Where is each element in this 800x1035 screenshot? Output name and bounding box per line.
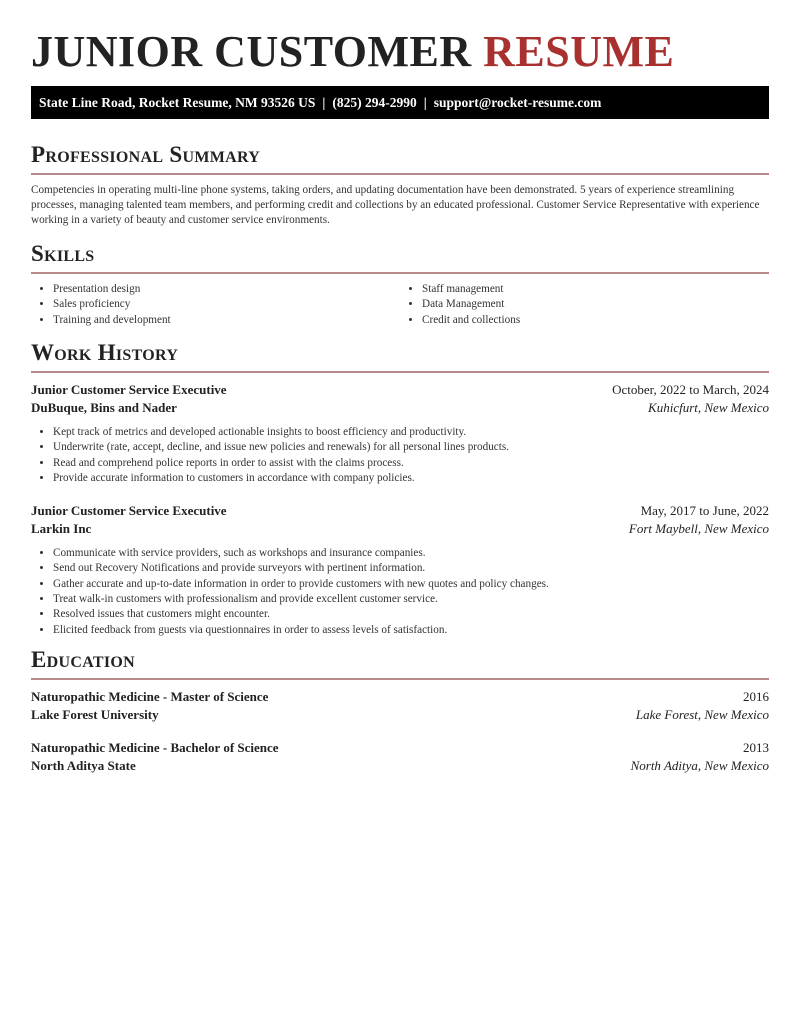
contact-phone: (825) 294-2990 xyxy=(332,95,417,110)
title-main: JUNIOR CUSTOMER xyxy=(31,27,472,76)
job-entry xyxy=(31,381,769,486)
education-entry xyxy=(31,739,769,775)
divider xyxy=(31,173,769,175)
job-title: Junior Customer Service Executive xyxy=(31,503,227,519)
divider xyxy=(31,678,769,680)
job-bullet: • Underwrite (rate, accept, decline, and issue new policies and renewals) for all personal lines products. xyxy=(53,440,769,455)
separator: | xyxy=(322,95,326,110)
resume-title xyxy=(31,26,674,77)
work-history-section xyxy=(31,339,769,638)
skill-item: • Presentation design xyxy=(53,282,400,297)
job-entry xyxy=(31,502,769,638)
divider xyxy=(31,272,769,274)
contact-address: State Line Road, Rocket Resume, NM 93526 US xyxy=(39,95,316,110)
school: North Aditya State xyxy=(31,758,136,773)
skill-item: • Data Management xyxy=(422,297,769,312)
education-section xyxy=(31,646,769,775)
edu-location: North Aditya, New Mexico xyxy=(630,758,769,773)
skills-right xyxy=(400,282,769,328)
skills-section xyxy=(31,240,769,328)
school: Lake Forest University xyxy=(31,707,159,722)
section-heading: Professional Summary xyxy=(31,142,261,167)
job-bullet: • Treat walk-in customers with professionalism and provide excellent customer service. xyxy=(53,592,769,607)
job-bullet: • Read and comprehend police reports in order to assist with the claims process. xyxy=(53,456,769,471)
edu-location: Lake Forest, New Mexico xyxy=(635,707,769,722)
summary-text: Competencies in operating multi-line phone systems, taking orders, and updating documentation have been demonstrated. 5 years of experience streamlining processes, managing talented team members, and performing credit and collections by an educated professional. Customer Service Representative with experience working in a variety of beauty and customer service environments. xyxy=(31,184,760,227)
title-accent: RESUME xyxy=(483,27,675,76)
job-company: DuBuque, Bins and Nader xyxy=(31,400,177,415)
summary-section xyxy=(31,141,769,229)
job-bullet: • Gather accurate and up-to-date information in order to provide customers with new quotes and policy changes. xyxy=(53,577,769,592)
job-location: Kuhicfurt, New Mexico xyxy=(648,400,769,415)
skill-item: • Credit and collections xyxy=(422,313,769,328)
job-bullet: • Provide accurate information to customers in accordance with company policies. xyxy=(53,471,769,486)
job-title: Junior Customer Service Executive xyxy=(31,382,227,397)
job-company: Larkin Inc xyxy=(31,521,92,537)
skill-item: • Sales proficiency xyxy=(53,297,400,312)
separator: | xyxy=(423,95,427,110)
skill-item: • Staff management xyxy=(422,282,769,297)
divider xyxy=(31,371,769,373)
skill-item: • Training and development xyxy=(53,313,400,328)
contact-bar xyxy=(31,86,769,119)
job-dates: May, 2017 to June, 2022 xyxy=(640,503,769,519)
job-bullet: • Elicited feedback from guests via questionnaires in order to assess levels of satisfaction. xyxy=(53,623,769,638)
edu-year: 2016 xyxy=(743,689,769,704)
section-heading: Work History xyxy=(31,340,179,365)
edu-year: 2013 xyxy=(743,740,769,755)
job-bullet: • Send out Recovery Notifications and provide surveyors with pertinent information. xyxy=(53,561,769,576)
degree: Naturopathic Medicine - Bachelor of Science xyxy=(31,740,279,755)
degree: Naturopathic Medicine - Master of Science xyxy=(31,689,269,704)
education-entry xyxy=(31,688,769,724)
job-bullet: • Kept track of metrics and developed actionable insights to boost efficiency and productivity. xyxy=(53,425,769,440)
job-dates: October, 2022 to March, 2024 xyxy=(612,382,769,397)
job-location: Fort Maybell, New Mexico xyxy=(628,521,769,537)
skills-left xyxy=(31,282,400,328)
job-bullet: • Resolved issues that customers might encounter. xyxy=(53,607,769,622)
job-bullet: • Communicate with service providers, such as workshops and insurance companies. xyxy=(53,546,769,561)
contact-email: support@rocket-resume.com xyxy=(433,95,602,110)
section-heading: Education xyxy=(31,647,135,672)
section-heading: Skills xyxy=(31,241,95,266)
